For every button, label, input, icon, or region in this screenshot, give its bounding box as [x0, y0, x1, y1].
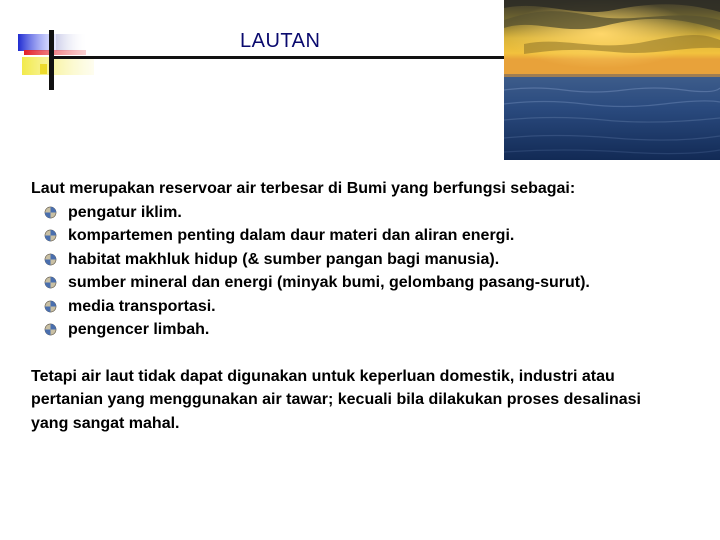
list-item-text: media transportasi.	[68, 297, 216, 315]
sphere-bullet-icon	[44, 206, 57, 219]
list-item	[31, 295, 671, 319]
slide-title: LAUTAN	[240, 30, 321, 52]
sunset-sea-photo	[504, 0, 720, 160]
list-item	[31, 224, 671, 248]
sphere-bullet-icon	[44, 253, 57, 266]
list-item-text: pengatur iklim.	[68, 203, 182, 221]
list-item-text: sumber mineral dan energi (minyak bumi, gelombang pasang-surut).	[68, 274, 590, 291]
list-item	[31, 271, 671, 295]
intro-text: Laut merupakan reservoar air terbesar di Bumi yang berfungsi sebagai:	[31, 180, 576, 197]
list-item-text: pengencer limbah.	[68, 321, 210, 338]
function-list	[31, 201, 671, 342]
list-item-text: habitat makhluk hidup (& sumber pangan bagi manusia).	[68, 250, 500, 268]
title-underline	[52, 56, 504, 59]
sphere-bullet-icon	[44, 276, 57, 289]
list-item	[31, 318, 671, 342]
slide-body	[31, 177, 671, 435]
template-logo	[0, 0, 110, 100]
sphere-bullet-icon	[44, 323, 57, 336]
sphere-bullet-icon	[44, 300, 57, 313]
sphere-bullet-icon	[44, 229, 57, 242]
list-item	[31, 248, 671, 272]
list-item-text: kompartemen penting dalam daur materi dan aliran energi.	[68, 227, 515, 244]
closing-text: Tetapi air laut tidak dapat digunakan untuk keperluan domestik, industri atau pertanian yang menggunakan air tawar; kecuali bila dilakukan proses desalinasi yang sangat mahal.	[31, 367, 641, 432]
list-item	[31, 201, 671, 225]
